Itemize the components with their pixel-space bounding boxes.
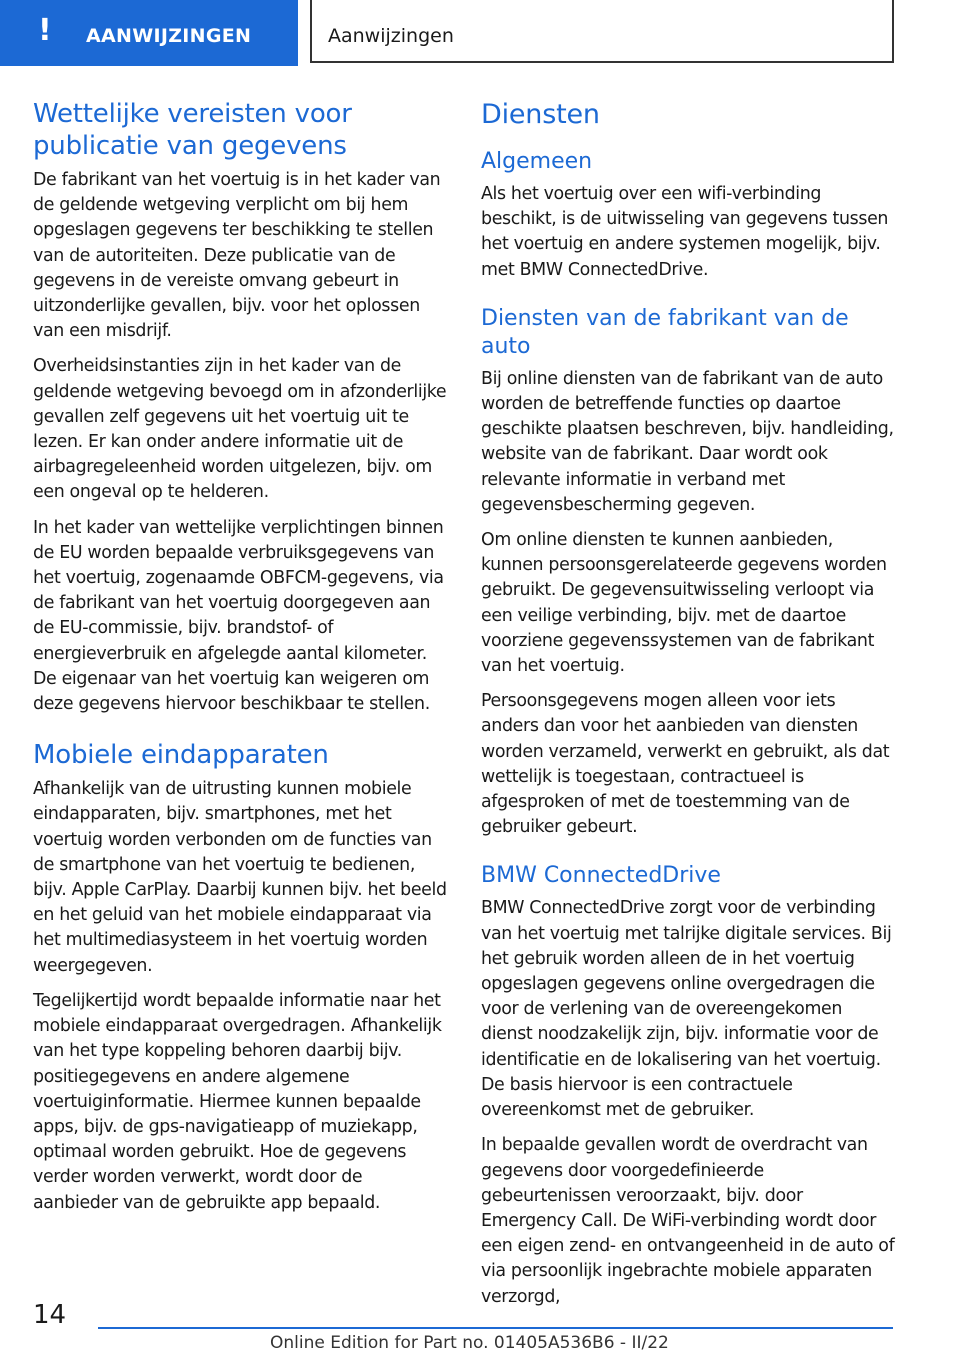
paragraph: Overheidsinstanties zijn in het kader van de geldende wetgeving bevoegd om in afzonderlijke gevallen zelf gegevens uit het voertuig uit te lezen. Er kan onder andere informatie uit de airbagregeleenheid worden uitgelezen, bijv. om een ongeval op te helderen. (33, 356, 447, 503)
chapter-title: Aanwijzingen (328, 25, 454, 47)
heading-mobile-devices: Mobiele eindapparaten (33, 740, 329, 771)
footer-divider (98, 1327, 893, 1329)
paragraph: De fabrikant van het voertuig is in het kader van de geldende wetgeving verplicht om bij hem opgeslagen gegevens ter beschikking te stellen van de autoriteiten. Deze publicatie van de gegevens in de vereiste omvang gebeurt in uitzonderlijke gevallen, bijv. voor het oplossen van een misdrijf. (33, 170, 441, 342)
page-header (0, 0, 960, 66)
paragraph: Persoonsgegevens mogen alleen voor iets anders dan voor het aanbieden van diensten worden verzameld, verwerkt en gebruikt, als dat wettelijk is toegestaan, contractueel is afgesproken of met de toestemming van de gebruiker gebeurt. (481, 691, 890, 838)
paragraph: Bij online diensten van de fabrikant van de auto worden de betreffende functies op daartoe geschikte plaatsen beschreven, bijv. handleiding, website van de fabrikant. Daar wordt ook relevante informatie in verband met gegevensbescherming gegeven. (481, 368, 894, 515)
heading-legal-requirements: Wettelijke vereisten voor publicatie van gegevens (33, 99, 352, 161)
subheading-connecteddrive: BMW ConnectedDrive (481, 863, 721, 889)
chapter-box (310, 0, 894, 63)
paragraph: In het kader van wettelijke verplichtingen binnen de EU worden bepaalde verbruiksgegevens van het voertuig, zogenaamde OBFCM-gegevens, via de fabrikant van het voertuig doorgegeven aan de EU-commissie, bijv. brandstof- of energieverbruik en afgelegde aantal kilometer. De eigenaar van het voertuig kan weigeren om deze gegevens hiervoor beschikbaar te stellen. (33, 517, 444, 715)
right-column (481, 98, 897, 1320)
heading-services: Diensten (481, 99, 600, 130)
paragraph: Afhankelijk van de uitrusting kunnen mobiele eindapparaten, bijv. smartphones, met het voertuig worden verbonden om de functies van de smartphone van het voertuig te bedienen, bijv. Apple CarPlay. Daarbij kunnen bijv. het beeld en het geluid van het mobiele eindapparaat via het multimediasysteem in het voertuig worden weergegeven. (33, 779, 447, 976)
paragraph: Als het voertuig over een wifi-verbinding beschikt, is de uitwisseling van gegevens tussen het voertuig en andere systemen mogelijk, bijv. met BMW ConnectedDrive. (481, 184, 889, 280)
left-column (33, 98, 449, 1226)
page-number: 14 (33, 1300, 67, 1330)
exclamation-icon: ! (38, 13, 52, 48)
section-tab (0, 0, 298, 66)
section-title: AANWIJZINGEN (86, 25, 252, 47)
paragraph: Tegelijkertijd wordt bepaalde informatie naar het mobiele eindapparaat overgedragen. Afhankelijk van het type koppeling behoren daarbij bijv. positiegegevens en andere algemene voertuiginformatie. Hiermee kunnen bepaalde apps, bijv. de gps-navigatieapp of muziekapp, optimaal worden gebruikt. Hoe de gegevens verder worden verwerkt, wordt door de aanbieder van de gebruikte app bepaald. (33, 990, 442, 1213)
edition-info: Online Edition for Part no. 01405A536B6 - II/22 (270, 1333, 669, 1353)
paragraph: Om online diensten te kunnen aanbieden, kunnen persoonsgerelateerde gegevens worden gebruikt. De gegevensuitwisseling verloopt via een veilige verbinding, bijv. met de daartoe voorziene gegevenssystemen van de fabrikant van het voertuig. (481, 530, 887, 677)
subheading-manufacturer-services: Diensten van de fabrikant van de auto (481, 305, 849, 359)
subheading-general: Algemeen (481, 149, 593, 174)
paragraph: In bepaalde gevallen wordt de overdracht van gegevens door voorgedefinieerde gebeurtenissen veroorzaakt, bijv. door Emergency Call. De WiFi-verbinding wordt door een eigen zend- en ontvangeenheid in de auto of via persoonlijk ingebrachte mobiele apparaten verzorgd, (481, 1135, 895, 1307)
paragraph: BMW ConnectedDrive zorgt voor de verbinding van het voertuig met talrijke digitale services. Bij het gebruik worden alleen de in het voertuig opgeslagen gegevens online overgedragen die voor de verlening van de overeengekomen dienst noodzakelijk zijn, bijv. informatie voor de identificatie en de lokalisering van het voertuig. De basis hiervoor is een contractuele overeenkomst met de gebruiker. (481, 898, 892, 1121)
